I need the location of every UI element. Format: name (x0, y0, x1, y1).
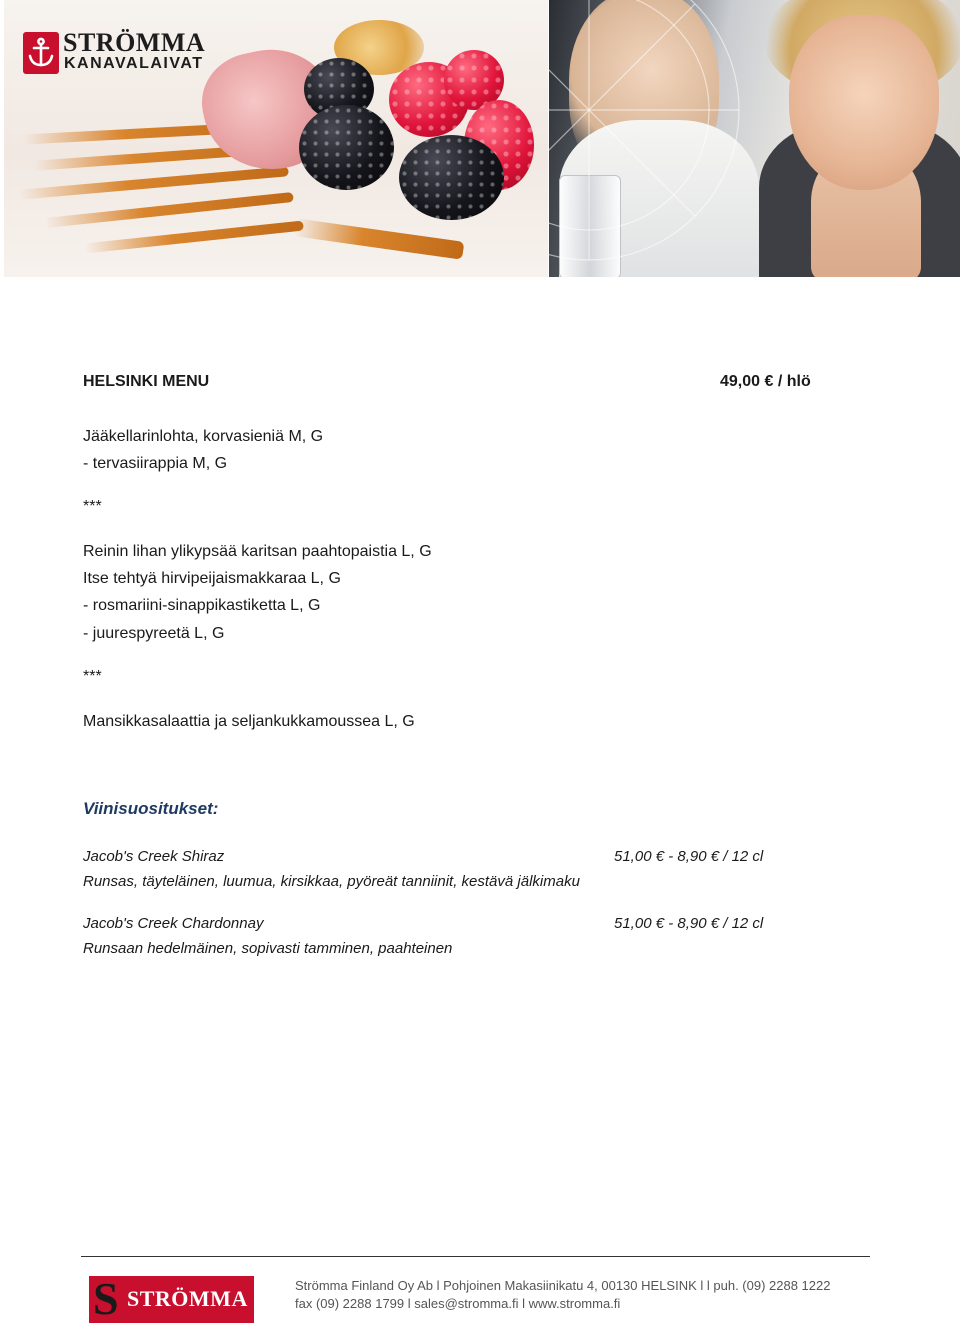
footer-contact-line: fax (09) 2288 1799 l sales@stromma.fi l www.stromma.fi (295, 1296, 621, 1311)
logo-wordmark: STRÖMMA (63, 28, 206, 57)
footer-logo-wordmark: STRÖMMA (127, 1286, 248, 1311)
wine-name: Jacob's Creek Shiraz (83, 848, 225, 865)
main-course-line: Itse tehtyä hirvipeijaismakkaraa L, G (83, 570, 341, 587)
menu-title: HELSINKI MENU (83, 373, 210, 390)
anchor-icon (23, 32, 59, 74)
s-emblem-icon: S (93, 1276, 119, 1323)
wine-price: 51,00 € - 8,90 € / 12 cl (614, 915, 764, 932)
main-course-line: - juurespyreetä L, G (83, 625, 225, 642)
guests-photo (549, 0, 960, 277)
stromma-kanavalaivat-logo (23, 28, 213, 78)
course-separator: *** (83, 668, 102, 685)
dessert-line: Mansikkasalaattia ja seljankukkamoussea L, G (83, 713, 415, 730)
course-separator: *** (83, 498, 102, 515)
wine-description: Runsas, täyteläinen, luumua, kirsikkaa, pyöreät tanniinit, kestävä jälkimaku (83, 873, 580, 890)
starter-line: - tervasiirappia M, G (83, 455, 228, 472)
footer-divider (81, 1256, 870, 1257)
wine-recommendations-heading: Viinisuositukset: (83, 799, 219, 818)
logo-subtitle: KANAVALAIVAT (64, 55, 204, 72)
wine-description: Runsaan hedelmäinen, sopivasti tamminen, paahteinen (83, 940, 453, 957)
wine-price: 51,00 € - 8,90 € / 12 cl (614, 848, 764, 865)
stromma-footer-logo (89, 1276, 254, 1323)
menu-price: 49,00 € / hlö (720, 373, 811, 390)
main-course-line: - rosmariini-sinappikastiketta L, G (83, 597, 321, 614)
wine-name: Jacob's Creek Chardonnay (83, 915, 264, 932)
starter-line: Jääkellarinlohta, korvasieniä M, G (83, 428, 324, 445)
footer-contact-line: Strömma Finland Oy Ab l Pohjoinen Makasiinikatu 4, 00130 HELSINK l l puh. (09) 2288 1222 (295, 1278, 831, 1293)
main-course-line: Reinin lihan ylikypsää karitsan paahtopaistia L, G (83, 543, 432, 560)
